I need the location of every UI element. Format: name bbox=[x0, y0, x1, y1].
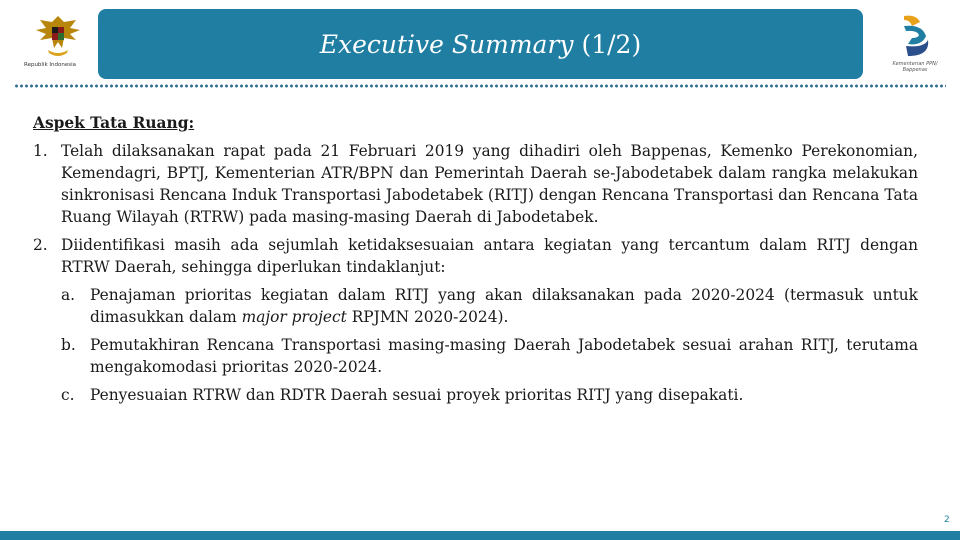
list-number: 2. bbox=[33, 236, 48, 254]
list-item bbox=[33, 140, 918, 228]
summary-content bbox=[33, 112, 918, 412]
list-text: Diidentifikasi masih ada sejumlah ketidaksesuaian antara kegiatan yang tercantum dalam RITJ dengan RTRW Daerah, sehingga diperlukan tindaklanjut: bbox=[61, 236, 918, 276]
title-banner bbox=[98, 9, 863, 79]
bappenas-logo bbox=[880, 10, 950, 74]
garuda-logo bbox=[24, 12, 94, 72]
footer-bar bbox=[0, 531, 960, 540]
sub-list-item bbox=[61, 334, 918, 378]
right-logo-caption: Kementerian PPN/ Bappenas bbox=[892, 61, 938, 73]
sub-list-text: Penajaman prioritas kegiatan dalam RITJ yang akan dilaksanakan pada 2020-2024 (termasuk untuk dimasukkan dalam major project RPJMN 2020-2024). bbox=[90, 286, 918, 326]
list-body bbox=[61, 234, 918, 406]
bappenas-logo-icon bbox=[898, 12, 934, 58]
list-item bbox=[33, 234, 918, 406]
garuda-emblem-icon bbox=[32, 12, 84, 60]
page-title: Executive Summary (1/2) bbox=[319, 29, 642, 59]
sub-list-text: Penyesuaian RTRW dan RDTR Daerah sesuai proyek prioritas RITJ yang disepakati. bbox=[90, 386, 744, 404]
sub-list-letter: a. bbox=[61, 286, 76, 304]
sub-list-letter: c. bbox=[61, 386, 75, 404]
sub-list-item bbox=[61, 284, 918, 328]
page-number: 2 bbox=[944, 515, 950, 525]
section-heading: Aspek Tata Ruang: bbox=[33, 114, 195, 132]
sub-list-item bbox=[61, 384, 918, 406]
left-logo-caption: Republik Indonesia bbox=[24, 62, 77, 68]
list-number: 1. bbox=[33, 142, 48, 160]
list-text: Telah dilaksanakan rapat pada 21 Februari 2019 yang dihadiri oleh Bappenas, Kemenko Perekonomian, Kemendagri, BPTJ, Kementerian ATR/BPN dan Pemerintah Daerah se-Jabodetabek dalam rangka melakukan sinkronisasi Rencana Induk Transportasi Jabodetabek (RITJ) dengan Rencana Transportasi dan Rencana Tata Ruang Wilayah (RTRW) pada masing-masing Daerah di Jabodetabek. bbox=[61, 142, 918, 226]
sub-list-text: Pemutakhiran Rencana Transportasi masing-masing Daerah Jabodetabek sesuai arahan RITJ, terutama mengakomodasi prioritas 2020-2024. bbox=[90, 336, 918, 376]
sub-list-letter: b. bbox=[61, 336, 76, 354]
dotted-divider bbox=[14, 84, 946, 88]
